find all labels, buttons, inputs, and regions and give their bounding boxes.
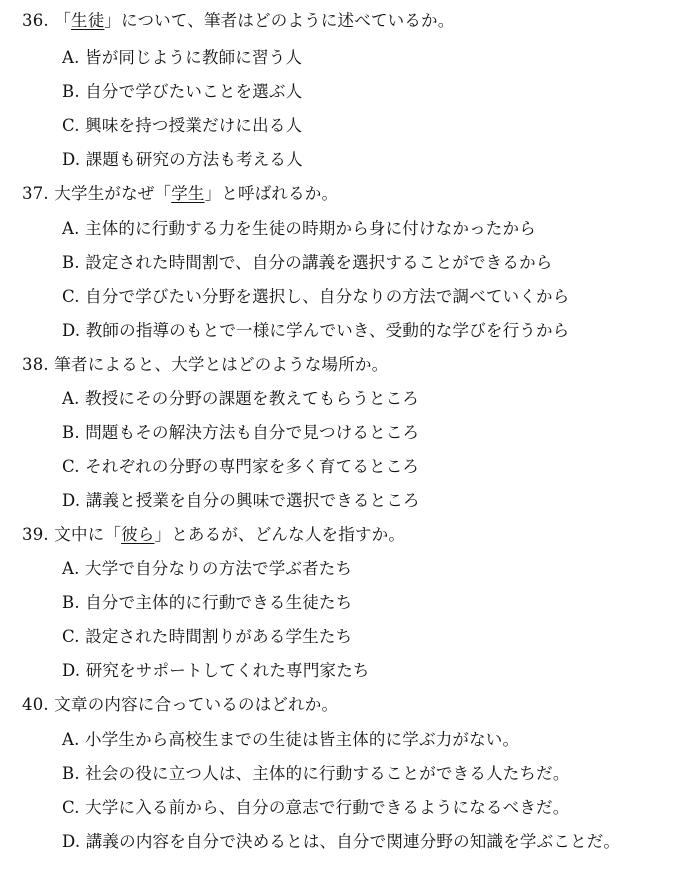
question-37-option-b: B. 設定された時間割で、自分の講義を選択することができるから [62, 253, 553, 272]
question-37-option-a: A. 主体的に行動する力を生徒の時期から身に付けなかったから [62, 219, 536, 238]
question-38-option-a: A. 教授にその分野の課題を教えてもらうところ [62, 389, 420, 408]
question-37-option-c: C. 自分で学びたい分野を選択し、自分なりの方法で調べていくから [62, 287, 570, 306]
question-40-prompt [22, 694, 338, 716]
question-40-option-a: A. 小学生から高校生までの生徒は皆主体的に学ぶ力がない。 [62, 730, 520, 749]
prompt-text: 」について、筆者はどのように述べているか。 [104, 11, 455, 30]
question-39-option-a: A. 大学で自分なりの方法で学ぶ者たち [62, 559, 353, 578]
question-40-option-c: C. 大学に入る前から、自分の意志で行動できるようになるべきだ。 [62, 798, 570, 817]
question-39-option-b: B. 自分で主体的に行動できる生徒たち [62, 593, 353, 612]
question-36-prompt [22, 10, 454, 32]
question-number: 37. [22, 184, 49, 203]
question-38-prompt [22, 354, 388, 376]
prompt-text: 「 [54, 11, 71, 30]
question-39-option-c: C. 設定された時間割りがある学生たち [62, 627, 353, 646]
prompt-text: 文章の内容に合っているのはどれか。 [54, 695, 339, 714]
underlined-term: 彼ら [121, 525, 155, 544]
question-36-option-c: C. 興味を持つ授業だけに出る人 [62, 116, 303, 135]
prompt-text: 」とあるが、どんな人を指すか。 [154, 525, 406, 544]
underlined-term: 学生 [171, 184, 205, 203]
question-39-option-d: D. 研究をサポートしてくれた専門家たち [62, 661, 370, 680]
question-38-option-d: D. 講義と授業を自分の興味で選択できるところ [62, 491, 420, 510]
question-39-prompt [22, 524, 405, 546]
question-36-option-b: B. 自分で学びたいことを選ぶ人 [62, 82, 303, 101]
underlined-term: 生徒 [71, 11, 105, 30]
prompt-text: 筆者によると、大学とはどのような場所か。 [54, 355, 389, 374]
question-40-option-d: D. 講義の内容を自分で決めるとは、自分で関連分野の知識を学ぶことだ。 [62, 832, 621, 851]
question-40-option-b: B. 社会の役に立つ人は、主体的に行動することができる人たちだ。 [62, 764, 570, 783]
prompt-text: 文中に「 [54, 525, 122, 544]
question-37-prompt [22, 183, 338, 205]
question-number: 38. [22, 355, 49, 374]
prompt-text: 大学生がなぜ「 [54, 184, 172, 203]
question-number: 39. [22, 525, 49, 544]
question-36-option-a: A. 皆が同じように教師に習う人 [62, 48, 303, 67]
question-number: 40. [22, 695, 49, 714]
prompt-text: 」と呼ばれるか。 [204, 184, 339, 203]
question-38-option-b: B. 問題もその解決方法も自分で見つけるところ [62, 423, 420, 442]
question-38-option-c: C. それぞれの分野の専門家を多く育てるところ [62, 457, 420, 476]
question-37-option-d: D. 教師の指導のもとで一様に学んでいき、受動的な学びを行うから [62, 321, 570, 340]
question-number: 36. [22, 11, 49, 30]
question-36-option-d: D. 課題も研究の方法も考える人 [62, 150, 303, 169]
